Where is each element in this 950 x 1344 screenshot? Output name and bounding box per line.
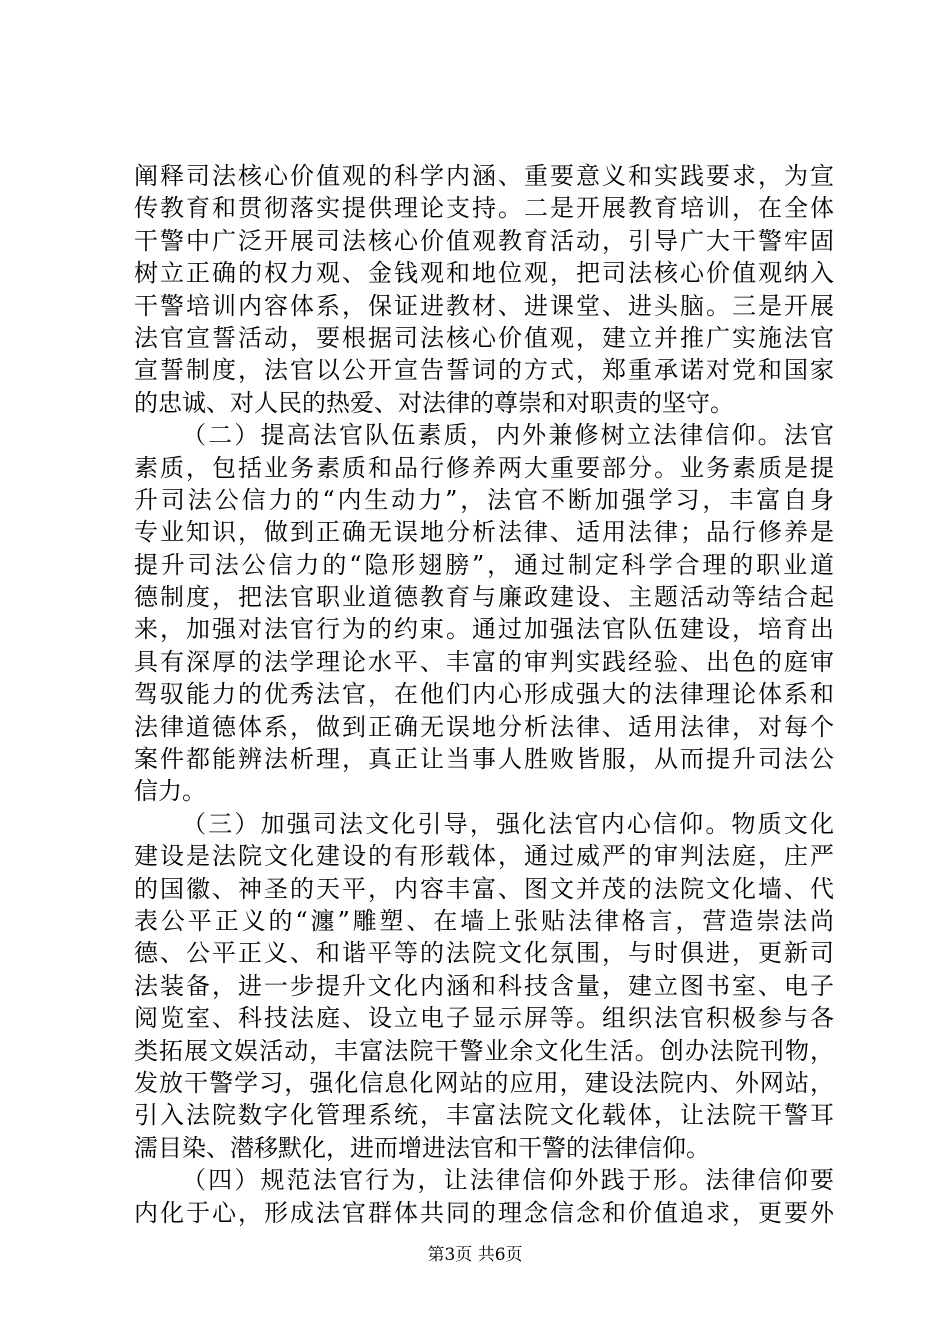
text-line: 表公平正义的“瀍”雕塑、在墙上张贴法律格言，营造崇法尚 xyxy=(134,906,834,935)
text-line: 专业知识，做到正确无误地分析法律、适用法律；品行修养是 xyxy=(134,518,834,547)
text-line: 阐释司法核心价值观的科学内涵、重要意义和实践要求，为宣 xyxy=(134,162,834,190)
text-line: 法装备，进一步提升文化内涵和科技含量，建立图书室、电子 xyxy=(134,971,834,1000)
text-line: 法律道德体系，做到正确无误地分析法律、适用法律，对每个 xyxy=(134,712,834,741)
text-line: 案件都能辨法析理，真正让当事人胜败皆服，从而提升司法公 xyxy=(134,745,834,774)
text-line: 法官宣誓活动，要根据司法核心价值观，建立并推广实施法官 xyxy=(134,323,834,352)
text-line: 信力。 xyxy=(134,777,206,806)
paragraph-heading-3: （三）加强司法文化引导，强化法官内心信仰。物质文化 xyxy=(182,809,834,838)
text-line: 阅览室、科技法庭、设立电子显示屏等。组织法官积极参与各 xyxy=(134,1004,834,1033)
text-line: 宣誓制度，法官以公开宣告誓词的方式，郑重承诺对党和国家 xyxy=(134,356,834,385)
text-line: 德制度，把法官职业道德教育与廉政建设、主题活动等结合起 xyxy=(134,583,834,612)
text-line: 来，加强对法官行为的约束。通过加强法官队伍建设，培育出 xyxy=(134,615,834,644)
text-line: 传教育和贯彻落实提供理论支持。二是开展教育培训，在全体 xyxy=(134,194,834,223)
text-line: 素质，包括业务素质和品行修养两大重要部分。业务素质是提 xyxy=(134,453,834,482)
body-text xyxy=(134,160,834,1229)
paragraph-heading-4: （四）规范法官行为，让法律信仰外践于形。法律信仰要 xyxy=(182,1166,834,1195)
text-line: 驾驭能力的优秀法官，在他们内心形成强大的法律理论体系和 xyxy=(134,680,834,709)
text-line: 引入法院数字化管理系统，丰富法院文化载体，让法院干警耳 xyxy=(134,1101,834,1130)
paragraph-heading-2: （二）提高法官队伍素质，内外兼修树立法律信仰。法官 xyxy=(182,421,834,450)
text-line: 建设是法院文化建设的有形载体，通过威严的审判法庭，庄严 xyxy=(134,842,834,871)
text-line: 干警培训内容体系，保证进教材、进课堂、进头脑。三是开展 xyxy=(134,291,834,320)
text-line: 类拓展文娱活动，丰富法院干警业余文化生活。创办法院刊物， xyxy=(134,1036,834,1065)
text-line: 的忠诚、对人民的热爱、对法律的尊崇和对职责的坚守。 xyxy=(134,388,734,417)
text-line: 具有深厚的法学理论水平、丰富的审判实践经验、出色的庭审 xyxy=(134,647,834,676)
text-line: 濡目染、潜移默化，进而增进法官和干警的法律信仰。 xyxy=(134,1133,710,1162)
text-line: 树立正确的权力观、金钱观和地位观，把司法核心价值观纳入 xyxy=(134,259,834,288)
page-footer: 第3页 共6页 xyxy=(427,1245,523,1265)
text-line: 德、公平正义、和谐平等的法院文化氛围，与时俱进，更新司 xyxy=(134,939,834,968)
text-line: 干警中广泛开展司法核心价值观教育活动，引导广大干警牢固 xyxy=(134,226,834,255)
text-line: 的国徽、神圣的天平，内容丰富、图文并茂的法院文化墙、代 xyxy=(134,874,834,903)
text-line: 升司法公信力的“内生动力”，法官不断加强学习，丰富自身 xyxy=(134,485,834,514)
text-line: 内化于心，形成法官群体共同的理念信念和价值追求，更要外 xyxy=(134,1198,834,1227)
text-line: 提升司法公信力的“隐形翅膀”，通过制定科学合理的职业道 xyxy=(134,550,834,579)
text-line: 发放干警学习，强化信息化网站的应用，建设法院内、外网站， xyxy=(134,1068,834,1097)
